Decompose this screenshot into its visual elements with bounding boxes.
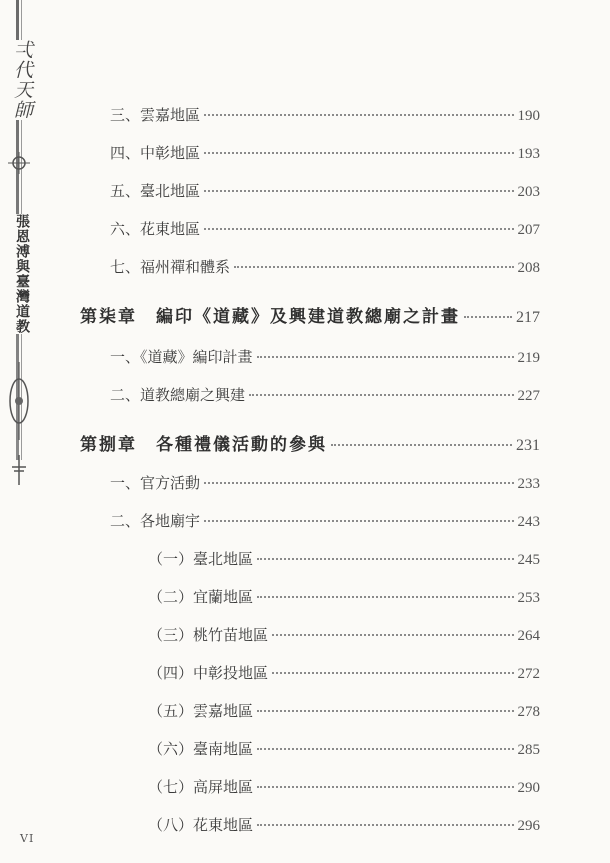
toc-entry-label: （五）雲嘉地區 xyxy=(148,702,254,720)
toc-entry xyxy=(110,256,540,277)
toc-entry-page: 219 xyxy=(517,350,540,366)
toc-chapter-entry xyxy=(80,302,540,327)
toc-entry xyxy=(110,218,540,239)
toc-entry-label: 一、官方活動 xyxy=(110,474,201,492)
dot-leader xyxy=(331,444,512,446)
toc-entry-label: （八）花東地區 xyxy=(148,816,254,834)
toc-entry-page: 207 xyxy=(517,222,540,238)
toc-entry-page: 253 xyxy=(517,590,540,606)
toc-entry-label: 二、道教總廟之興建 xyxy=(110,386,246,404)
dot-leader xyxy=(272,634,513,636)
dot-leader xyxy=(257,824,513,826)
toc-entry-label: （六）臺南地區 xyxy=(148,740,254,758)
toc-entry xyxy=(110,510,540,531)
dot-leader xyxy=(257,558,513,560)
dot-leader xyxy=(204,190,513,192)
toc-entry xyxy=(148,814,540,835)
toc-entry-page: 217 xyxy=(516,309,540,326)
toc-entry-page: 227 xyxy=(517,388,540,404)
toc-entry-page: 231 xyxy=(516,437,540,454)
toc-entry xyxy=(148,700,540,721)
toc-entry xyxy=(110,384,540,405)
toc-entry xyxy=(148,586,540,607)
toc-entry xyxy=(148,738,540,759)
toc-entry-page: 278 xyxy=(517,704,540,720)
toc-entry-page: 290 xyxy=(517,780,540,796)
dot-leader xyxy=(257,596,513,598)
toc-entry-page: 190 xyxy=(517,108,540,124)
toc-chapter-entry xyxy=(80,430,540,455)
dot-leader xyxy=(204,114,513,116)
toc-entry xyxy=(110,104,540,125)
page-number: VI xyxy=(20,832,35,845)
toc-entry xyxy=(110,346,540,367)
toc-entry-label: （一）臺北地區 xyxy=(148,550,254,568)
dot-leader xyxy=(204,520,513,522)
toc-entry xyxy=(148,624,540,645)
toc-entry-label: （四）中彰投地區 xyxy=(148,664,269,682)
book-title-vertical: 弌代天師 xyxy=(3,40,33,120)
dot-leader xyxy=(234,266,513,268)
dot-leader xyxy=(249,394,513,396)
toc-entry-page: 233 xyxy=(517,476,540,492)
toc-entry-page: 296 xyxy=(517,818,540,834)
toc-entry-label: 五、臺北地區 xyxy=(110,182,201,200)
toc-entry-label: 二、各地廟宇 xyxy=(110,512,201,530)
dot-leader xyxy=(204,482,513,484)
toc-entry-page: 264 xyxy=(517,628,540,644)
toc-entry xyxy=(148,776,540,797)
toc-entry-page: 272 xyxy=(517,666,540,682)
toc-entry-label: 六、花東地區 xyxy=(110,220,201,238)
toc-entry-label: （三）桃竹苗地區 xyxy=(148,626,269,644)
toc-entry xyxy=(148,662,540,683)
toc-entry-label: 一、《道藏》編印計畫 xyxy=(110,348,253,366)
toc-entry-page: 243 xyxy=(517,514,540,530)
toc-entry xyxy=(110,180,540,201)
toc-entry xyxy=(110,472,540,493)
toc-entry-label: 四、中彰地區 xyxy=(110,144,201,162)
toc-entry-page: 193 xyxy=(517,146,540,162)
dot-leader xyxy=(272,672,513,674)
toc-entry-label: 第柒章 編印《道藏》及興建道教總廟之計畫 xyxy=(80,307,460,327)
dot-leader xyxy=(257,748,513,750)
dot-leader xyxy=(257,356,514,358)
toc-entry-label: 第捌章 各種禮儀活動的參與 xyxy=(80,435,327,455)
toc-entry-label: （二）宜蘭地區 xyxy=(148,588,254,606)
toc-entry-page: 245 xyxy=(517,552,540,568)
toc-entry xyxy=(110,142,540,163)
toc-entry xyxy=(148,548,540,569)
dot-leader xyxy=(257,710,513,712)
toc-entry-page: 203 xyxy=(517,184,540,200)
dot-leader xyxy=(204,228,513,230)
book-subtitle-vertical: 張恩溥與臺灣道教 xyxy=(7,214,31,334)
toc-entry-label: （七）高屏地區 xyxy=(148,778,254,796)
dot-leader xyxy=(257,786,513,788)
toc-entry-page: 208 xyxy=(517,260,540,276)
toc-entry-label: 七、福州禪和體系 xyxy=(110,258,231,276)
dot-leader xyxy=(204,152,513,154)
toc-entry-label: 三、雲嘉地區 xyxy=(110,106,201,124)
toc-entry-page: 285 xyxy=(517,742,540,758)
dot-leader xyxy=(464,316,512,318)
